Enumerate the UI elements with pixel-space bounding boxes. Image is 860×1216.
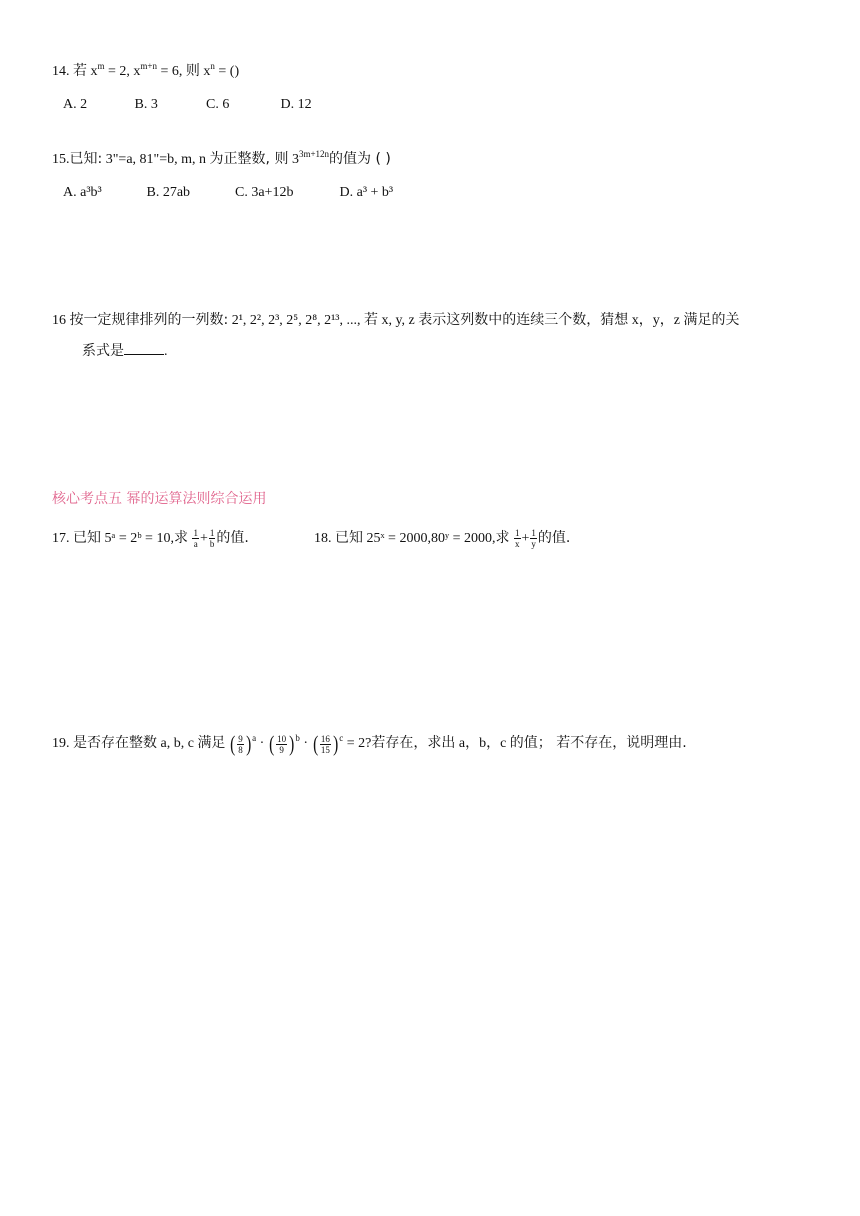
q18-text-ask: 求 [495, 530, 510, 546]
q18-frac-1: $\frac{1}{x}$ [515, 528, 520, 550]
q19-factor-2: ( $\frac{10}{9}$ )$^b$ [268, 731, 300, 756]
q14-option-d: D. 12 [280, 97, 312, 112]
q17-number: 17. [52, 531, 70, 546]
q16-text-d: x，y，z [631, 313, 680, 328]
q18-plus: + [521, 531, 530, 546]
q16-text-a: 按一定规律排列的一列数: [69, 312, 229, 328]
q17-plus: + [199, 531, 208, 546]
question-16 [52, 310, 740, 331]
q15-exp: $3^{3m+12n}$ [291, 149, 330, 167]
q16-line2 [82, 341, 168, 362]
q14-option-b: B. 3 [134, 97, 158, 112]
section-title: 核心考点五 幂的运算法则综合运用 [52, 491, 267, 507]
q15-option-d: D. a³ + b³ [339, 185, 394, 200]
q17-frac-2: $\frac{1}{b}$ [209, 528, 215, 550]
q16-text-b: 若 [363, 312, 378, 328]
q14-option-a: A. 2 [63, 97, 88, 112]
q18-math: 25ˣ = 2000,80ʸ = 2000, [366, 531, 496, 546]
q18-frac-2: $\frac{1}{y}$ [531, 528, 536, 550]
q14-text-ze: 则 [185, 63, 200, 79]
q16-line2-b: . [164, 344, 168, 359]
q19-text-e: 的值； 若不存在，说明理由. [509, 735, 687, 752]
q19-number: 19. [52, 736, 70, 752]
q15-number: 15. [52, 152, 70, 167]
question-14 [52, 61, 239, 82]
q19-text-b: 满足 [197, 735, 226, 752]
q16-vars: x, y, z [381, 313, 415, 328]
q17-text-ask: 求 [173, 530, 188, 546]
q15-option-a: A. a³b³ [63, 185, 102, 200]
q19-equals: = 2? [346, 736, 372, 752]
q18-number: 18. [314, 531, 332, 546]
answer-blank[interactable] [124, 342, 164, 355]
question-15 [52, 149, 391, 170]
q15-text-tail: 的值为 ( ) [329, 151, 391, 167]
q15-options [63, 183, 393, 203]
q17-text-tail: 的值. [216, 530, 249, 546]
question-19 [52, 733, 687, 755]
q16-line2-a: 系式是 [82, 343, 124, 359]
question-18 [314, 528, 570, 549]
q16-text-e: 满足的关 [683, 312, 740, 328]
q17-text-known: 已知 [73, 530, 101, 546]
q15-text-known: 已知: [69, 151, 103, 167]
q14-number: 14. [52, 64, 70, 79]
q17-frac-1: $\frac{1}{a}$ [193, 528, 198, 550]
q15-option-b: B. 27ab [146, 185, 191, 200]
q19-text-a: 是否存在整数 [73, 735, 157, 752]
q16-number: 16 [52, 313, 66, 328]
q18-text-known: 已知 [335, 530, 363, 546]
q19-factor-3: ( $\frac{16}{15}$ )$^c$ [312, 731, 344, 756]
q16-text-c: 表示这列数中的连续三个数，猜想 [418, 312, 629, 328]
q14-options [63, 95, 312, 115]
q19-text-d: a，b，c [458, 736, 507, 752]
q14-stem-math: $x^m = 2$, $x^{m+n} = 6$, [90, 61, 183, 79]
q19-vars: a, b, c [160, 736, 194, 752]
q15-text-int: 为正整数, 则 [209, 151, 289, 167]
q19-factor-1: ( $\frac{9}{8}$ )$^a$ [230, 731, 257, 756]
q14-option-c: C. 6 [206, 97, 230, 112]
q16-sequence: 2¹, 2², 2³, 2⁵, 2⁸, 2¹³, ..., [231, 313, 361, 328]
q14-stem-ask: $x^n$ = () [203, 61, 240, 79]
q19-dot-2: · [303, 736, 309, 752]
q15-stem-math: 3"=a, 81"=b, m, n [105, 152, 207, 167]
q19-text-c: 若存在，求出 [371, 735, 456, 752]
q17-math: 5ᵃ = 2ᵇ = 10, [104, 531, 174, 546]
q15-option-c: C. 3a+12b [235, 185, 294, 200]
question-17 [52, 528, 249, 549]
q14-text-ruo: 若 [73, 63, 87, 79]
q18-text-tail: 的值. [537, 530, 571, 546]
q19-dot-1: · [259, 736, 265, 752]
